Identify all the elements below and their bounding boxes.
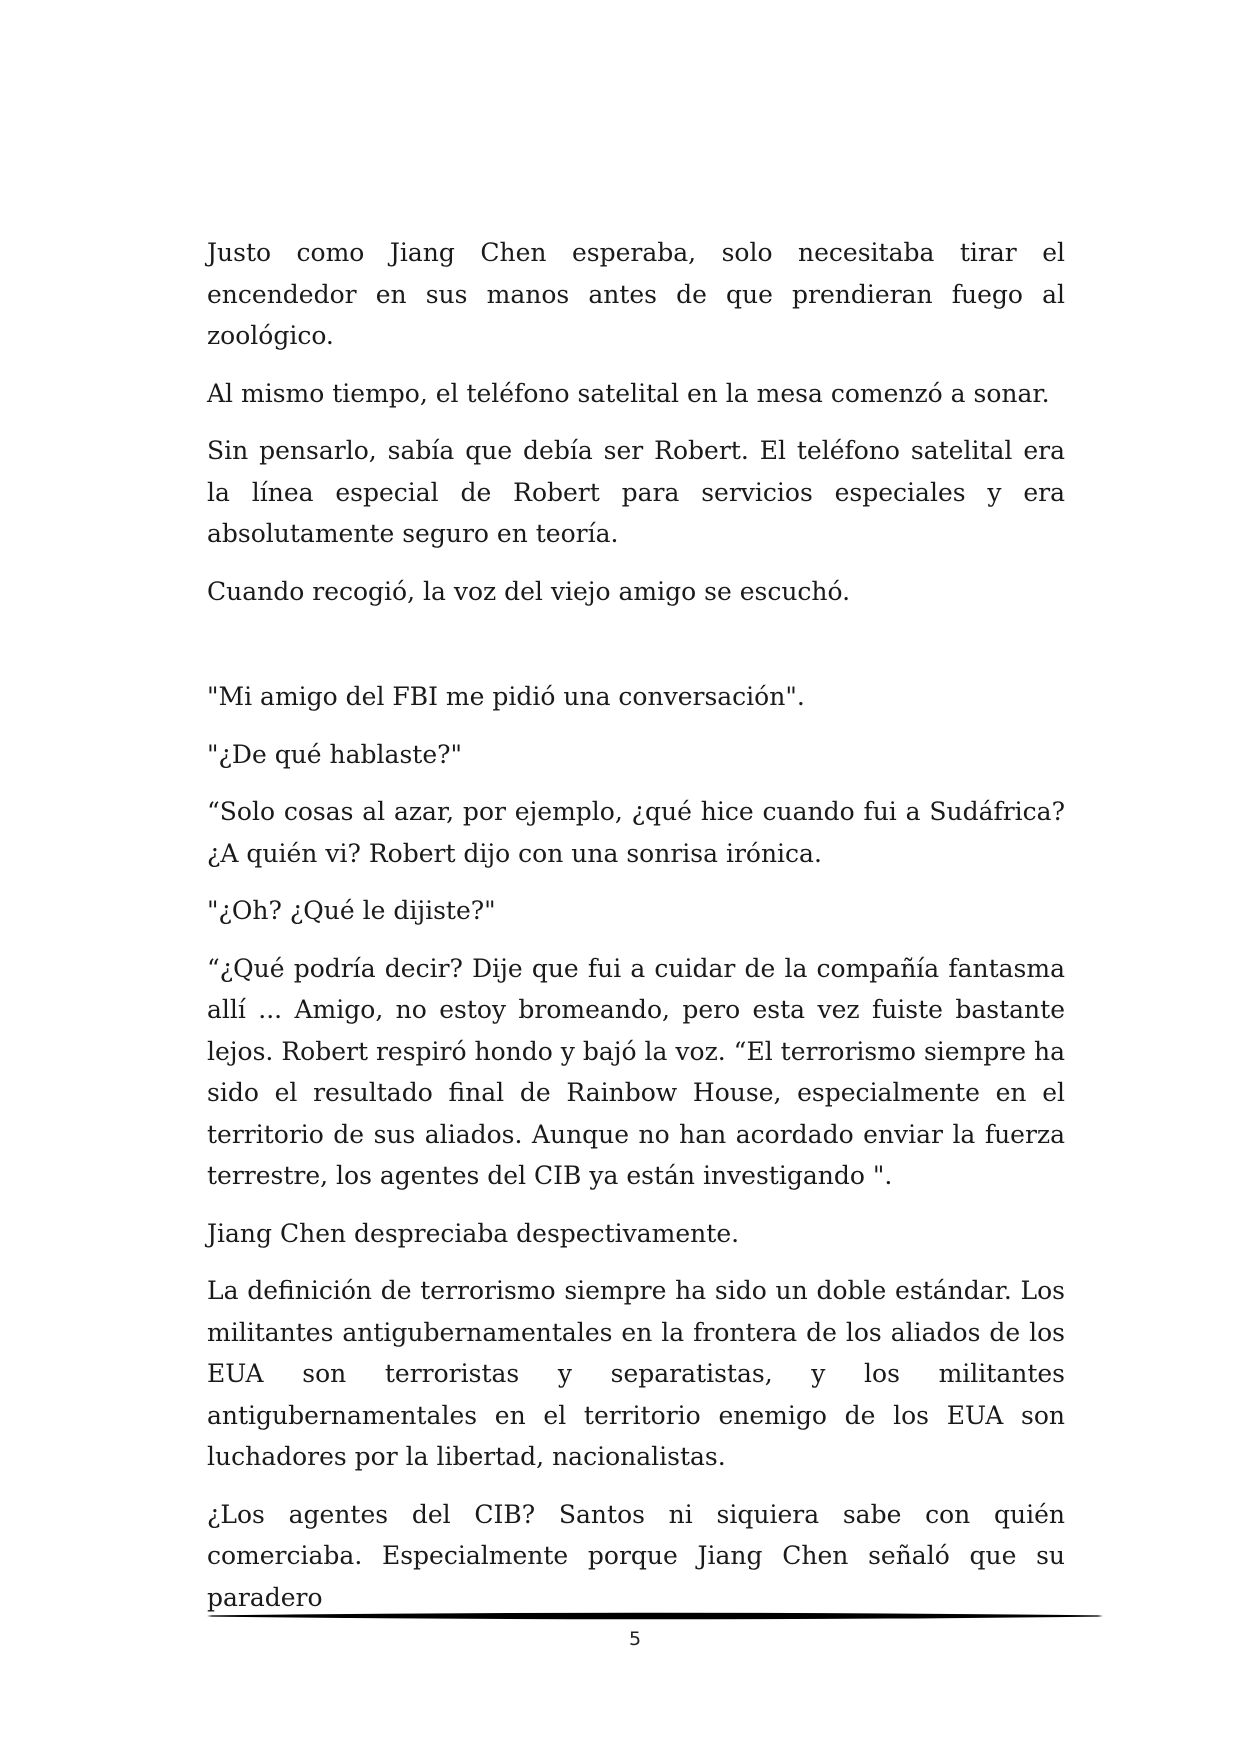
paragraph-7: “Solo cosas al azar, por ejemplo, ¿qué hice cuando fui a Sudáfrica? ¿A quién vi? Robert dijo con una sonrisa irónica.	[207, 797, 1065, 868]
paragraph-2: Al mismo tiempo, el teléfono satelital en la mesa comenzó a sonar.	[207, 378, 1050, 408]
body-text	[207, 232, 1065, 1634]
paragraph-8: "¿Oh? ¿Qué le dijiste?"	[207, 896, 496, 925]
paragraph-3: Sin pensarlo, sabía que debía ser Robert. El teléfono satelital era la línea especial de Robert para servicios especiales y era absolutamente seguro en teoría.	[207, 436, 1065, 548]
paragraph-10: Jiang Chen despreciaba despectivamente.	[207, 1218, 740, 1248]
paragraph-1: Justo como Jiang Chen esperaba, solo necesitaba tirar el encendedor en sus manos antes de que prendieran fuego al zoológico.	[207, 238, 1065, 350]
paragraph-12: ¿Los agentes del CIB? Santos ni siquiera sabe con quién comerciaba. Especialmente porque Jiang Chen señaló que su paradero	[207, 1499, 1065, 1612]
paragraph-11: La definición de terrorismo siempre ha sido un doble estándar. Los militantes antigubernamentales en la frontera de los aliados de los EUA son terroristas y separatistas, y los militantes antigubernamentales en el territorio enemigo de los EUA son luchadores por la libertad, nacionalistas.	[207, 1276, 1065, 1471]
paragraph-5: "Mi amigo del FBI me pidió una conversación".	[207, 682, 805, 711]
footer-divider	[207, 1610, 1103, 1622]
paragraph-6: "¿De qué hablaste?"	[207, 739, 463, 769]
page-number: 5	[628, 1628, 642, 1650]
paragraph-9: “¿Qué podría decir? Dije que fui a cuidar de la compañía fantasma allí ... Amigo, no estoy bromeando, pero esta vez fuiste bastante lejos. Robert respiró hondo y bajó la voz. “El terrorismo siempre ha sido el resultado final de Rainbow House, especialmente en el territorio de sus aliados. Aunque no han acordado enviar la fuerza terrestre, los agentes del CIB ya están investigando ".	[207, 953, 1065, 1190]
paragraph-4: Cuando recogió, la voz del viejo amigo se escuchó.	[207, 576, 851, 606]
